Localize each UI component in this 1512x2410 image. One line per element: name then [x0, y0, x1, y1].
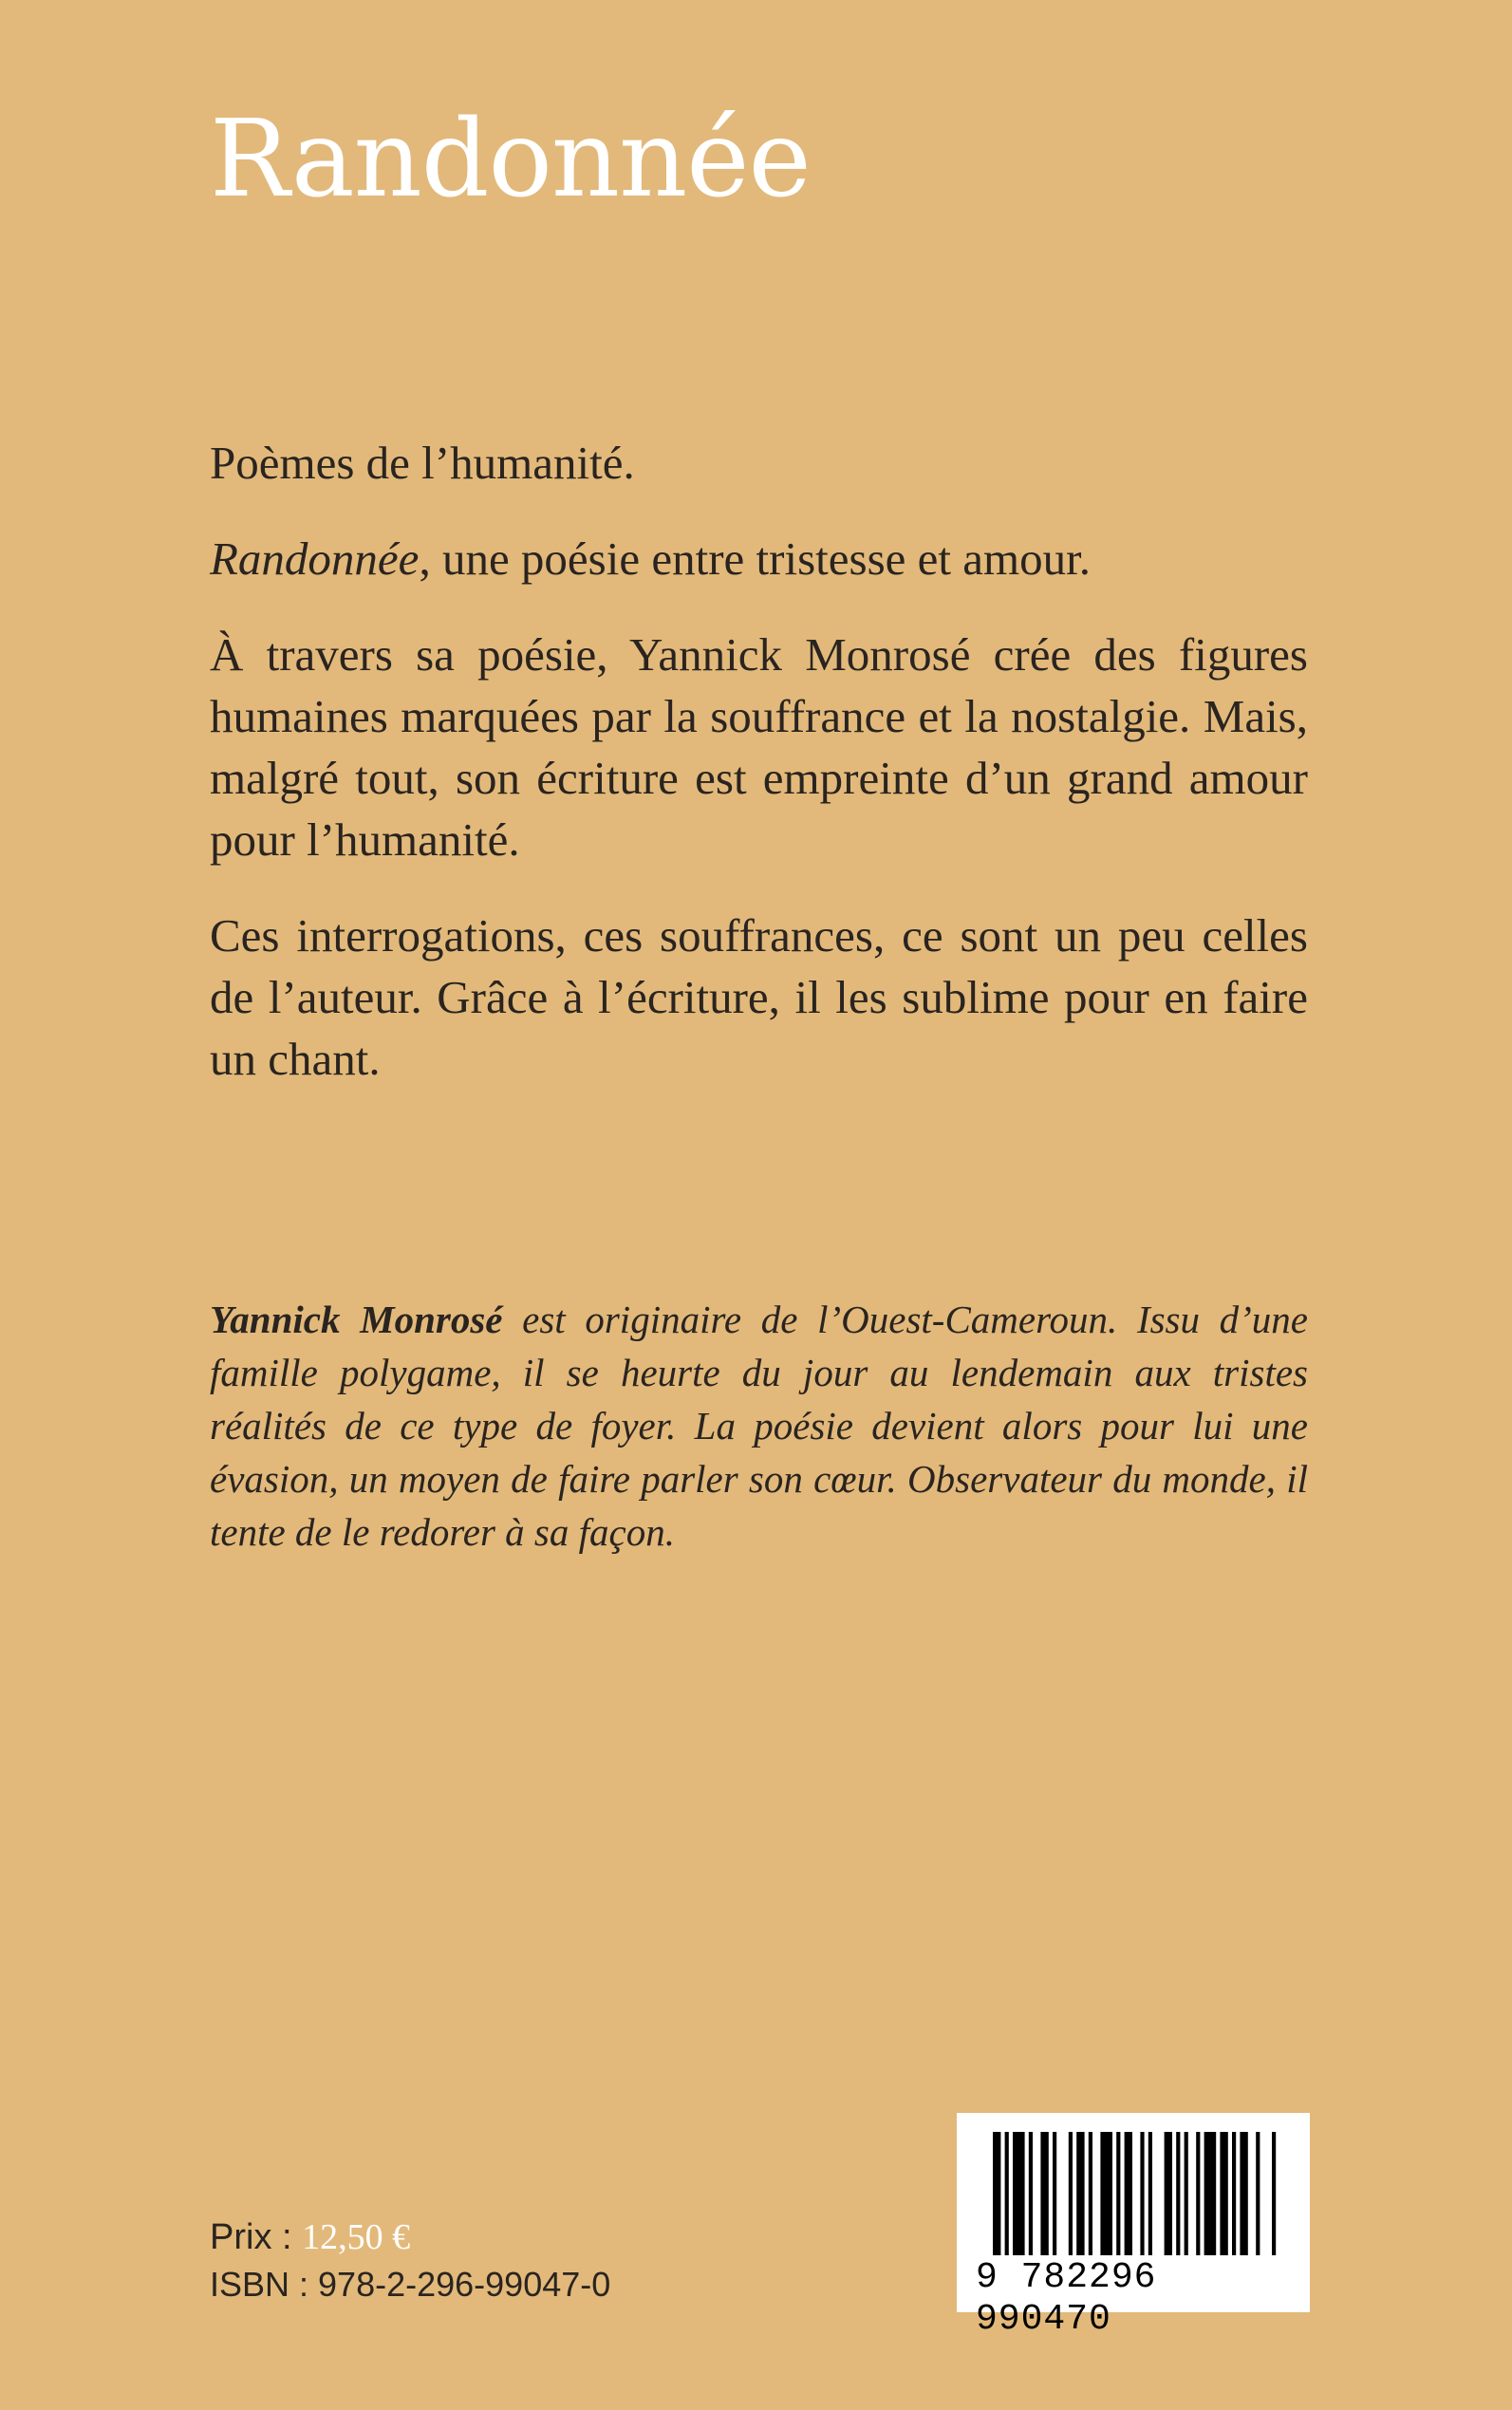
price-line [210, 2215, 410, 2259]
barcode-bar [1029, 2132, 1033, 2255]
barcode-bar [1148, 2132, 1152, 2255]
barcode-bar [1040, 2132, 1048, 2255]
barcode-bar [1176, 2132, 1180, 2255]
author-name: Yannick Monrosé [210, 1298, 503, 1341]
blurb-tagline: Poèmes de l’humanité. [210, 437, 635, 489]
barcode-bar [1076, 2132, 1084, 2255]
barcode-bar [1204, 2132, 1217, 2255]
blurb-closing: Ces interrogations, ces souffrances, ce sont un peu celles de l’auteur. Grâce à l’écriture, il les sublime pour en faire un chant. [210, 909, 1308, 1085]
blurb-summary-rest: , une poésie entre tristesse et amour. [419, 532, 1091, 585]
author-bio [210, 1293, 1308, 1559]
barcode-bar [1196, 2132, 1200, 2255]
price-value: 12,50 € [302, 2217, 411, 2257]
barcode-bar [1053, 2132, 1056, 2255]
barcode-bar [1232, 2132, 1236, 2255]
barcode-bar [1069, 2132, 1073, 2255]
barcode-bar [1256, 2132, 1260, 2255]
barcode-bar [1165, 2132, 1172, 2255]
barcode [957, 2113, 1310, 2340]
author-bio-text: est originaire de l’Ouest-Cameroun. Issu d’une famille polygame, il se heurte du jour au lendemain aux tristes réalités de ce type de foyer. La poésie devient alors pour lui une évasion, un moyen de faire parler son cœur. Observateur du monde, il tente de le redorer à sa façon. [210, 1298, 1309, 1554]
barcode-bar [1220, 2132, 1227, 2255]
barcode-digits: 9 782296 990470 [976, 2257, 1157, 2340]
barcode-bar [1005, 2132, 1009, 2255]
blurb-description: À travers sa poésie, Yannick Monrosé crée des figures humaines marquées par la souffrance et la nostalgie. Mais, malgré tout, son écriture est empreinte d’un grand amour pour l’humanité. [210, 628, 1308, 866]
isbn-line: ISBN : 978-2-296-99047-0 [210, 2265, 611, 2304]
book-title: Randonnée [210, 98, 811, 221]
barcode-bar [1185, 2132, 1188, 2255]
barcode-bar [1272, 2132, 1276, 2255]
back-cover-blurb [210, 432, 1308, 1124]
barcode-bar [1125, 2132, 1132, 2255]
barcode-bar [1013, 2132, 1025, 2255]
blurb-summary [210, 528, 1308, 589]
price-label: Prix : [210, 2217, 303, 2257]
blurb-title-italic: Randonnée [210, 532, 420, 585]
barcode-bar [1140, 2132, 1144, 2255]
barcode-bar [1240, 2132, 1247, 2255]
barcode-bar [1089, 2132, 1092, 2255]
barcode-bar [1100, 2132, 1112, 2255]
barcode-bar [1116, 2132, 1120, 2255]
barcode-bar [993, 2132, 1000, 2255]
